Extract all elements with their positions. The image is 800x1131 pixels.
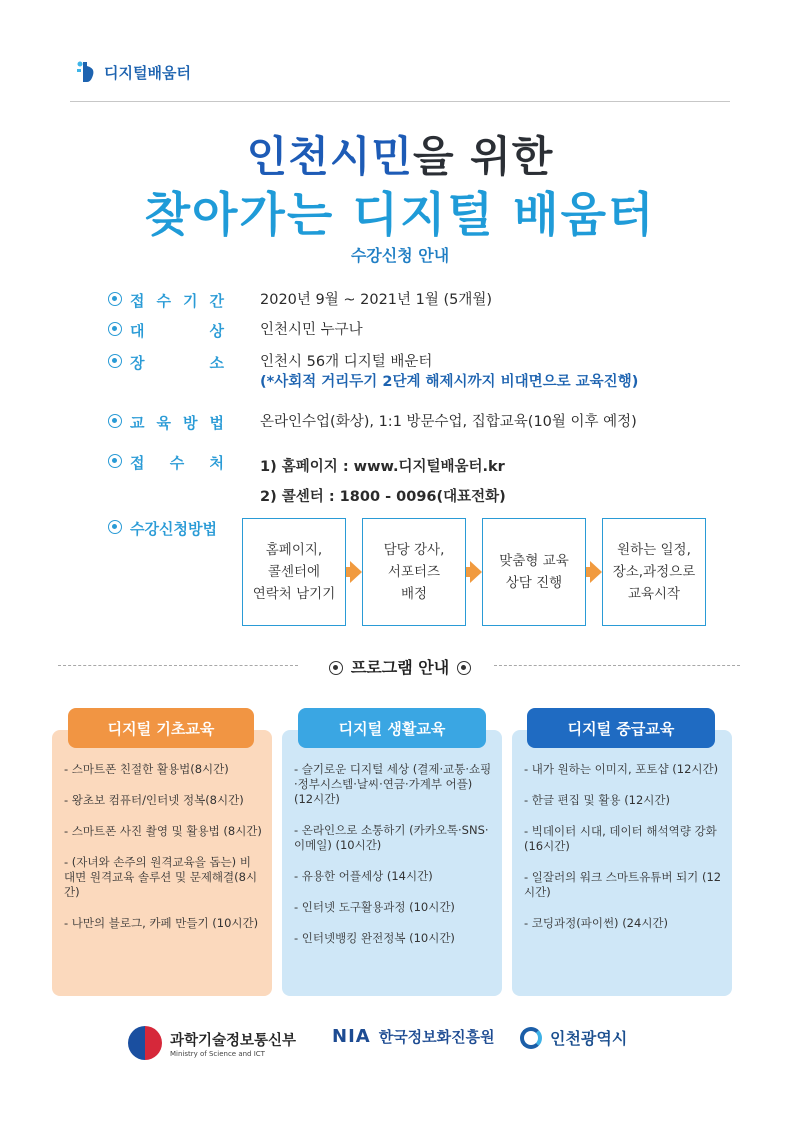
info-row-location: [108, 352, 638, 392]
process-step-4: 원하는 일정, 장소,과정으로 교육시작: [602, 518, 706, 626]
msit-logo: 과학기술정보통신부 Ministry of Science and ICT: [128, 1026, 296, 1060]
hero-subtitle: 수강신청 안내: [350, 246, 450, 265]
list-item: - 스마트폰 친절한 활용법(8시간): [64, 762, 229, 776]
info-value: [260, 452, 506, 512]
program-column-basic: [52, 730, 272, 996]
program-header-life: 디지털 생활교육: [298, 708, 486, 748]
process-step-3: 맞춤형 교육 상담 진행: [482, 518, 586, 626]
list-item: - 온라인으로 소통하기 (카카오톡·SNS·이메일) (10시간): [294, 823, 489, 852]
incheon-emblem-icon: [520, 1027, 542, 1049]
bullet-icon: [329, 661, 343, 675]
hero-title-line2: 찾아가는 디지털 배움터: [144, 188, 656, 243]
info-row-target: [108, 320, 363, 341]
list-item: - 한글 편집 및 활용 (12시간): [524, 793, 671, 807]
info-label: 교 육 방 법: [130, 414, 224, 432]
brand-name: 디지털배움터: [104, 63, 191, 82]
list-item: - 슬기로운 디지털 세상 (결제·교통·쇼핑·정부시스템·날씨·연금·가계부 어플) (12시간): [294, 762, 492, 806]
hero-rest: 을 위한: [412, 132, 554, 181]
process-step-2: 담당 강사, 서포터즈 배정: [362, 518, 466, 626]
list-item: - 나만의 블로그, 카페 만들기 (10시간): [64, 916, 259, 930]
bullet-icon: [108, 292, 122, 306]
program-column-intermediate: [512, 730, 732, 996]
list-item: - 빅데이터 시대, 데이터 해석역량 강화(16시간): [524, 824, 717, 853]
program-column-life: [282, 730, 502, 996]
bullet-icon: [108, 354, 122, 368]
info-value: 인천시 56개 디지털 배운터 (*사회적 거리두기 2단계 해제시까지 비대면으로 교육진행): [260, 354, 639, 390]
info-row-contact: [108, 452, 506, 512]
arrow-right-icon: [586, 561, 602, 583]
digital-baeumteo-logo-icon: [76, 60, 96, 84]
program-header-basic: 디지털 기초교육: [68, 708, 254, 748]
info-row-apply: [108, 518, 217, 539]
process-step-1: 홈페이지, 콜센터에 연락처 남기기: [242, 518, 346, 626]
bullet-icon: [108, 454, 122, 468]
info-row-method: [108, 412, 637, 433]
hero-title-line1: [0, 124, 800, 184]
contact-callcenter: 2) 콜센터 : 1800 - 0096(대표전화): [260, 489, 506, 505]
contact-homepage: 1) 홈페이지 : www.디지털배움터.kr: [260, 459, 505, 475]
apply-process: [242, 518, 706, 626]
arrow-right-icon: [466, 561, 482, 583]
list-item: - 내가 원하는 이미지, 포토샵 (12시간): [524, 762, 719, 776]
list-item: - 코딩과정(파이썬) (24시간): [524, 916, 669, 930]
list-item: - (자녀와 손주의 원격교육을 돕는) 비대면 원격교육 솔루션 및 문제해결(8시간): [64, 855, 258, 899]
list-item: - 일잘러의 워크 스마트유튜버 되기 (12시간): [524, 870, 722, 899]
info-label: 장 소: [130, 354, 224, 372]
program-title: 프로그램 안내: [0, 655, 800, 678]
program-header-intermediate: 디지털 중급교육: [527, 708, 715, 748]
list-item: - 인터넷뱅킹 완전정복 (10시간): [294, 931, 455, 945]
info-label: 접 수 기 간: [130, 292, 224, 310]
brand: [76, 60, 191, 84]
info-value: 2020년 9월 ~ 2021년 1월 (5개월): [260, 292, 493, 308]
info-label: 대 상: [130, 322, 224, 340]
list-item: - 유용한 어플세상 (14시간): [294, 869, 433, 883]
arrow-right-icon: [346, 561, 362, 583]
bullet-icon: [457, 661, 471, 675]
info-label: 수강신청방법: [130, 520, 217, 538]
bullet-icon: [108, 322, 122, 336]
info-value: 인천시민 누구나: [260, 322, 363, 338]
list-item: - 스마트폰 사진 촬영 및 활용법 (8시간): [64, 824, 262, 838]
info-row-period: [108, 290, 492, 311]
info-label: 접 수 처: [130, 454, 224, 472]
taegeuk-icon: [128, 1026, 162, 1060]
info-value: 온라인수업(화상), 1:1 방문수업, 집합교육(10월 이후 예정): [260, 414, 637, 430]
list-item: - 인터넷 도구활용과정 (10시간): [294, 900, 455, 914]
hero-highlight: 인천시민: [246, 132, 413, 181]
incheon-logo: 인천광역시: [520, 1026, 627, 1049]
top-divider: [70, 101, 730, 102]
bullet-icon: [108, 520, 122, 534]
footer-logos: [0, 1026, 800, 1066]
nia-logo: NIA 한국정보화진흥원: [332, 1026, 495, 1047]
location-note: (*사회적 거리두기 2단계 해제시까지 비대면으로 교육진행): [260, 374, 639, 390]
bullet-icon: [108, 414, 122, 428]
list-item: - 왕초보 컴퓨터/인터넷 정복(8시간): [64, 793, 244, 807]
